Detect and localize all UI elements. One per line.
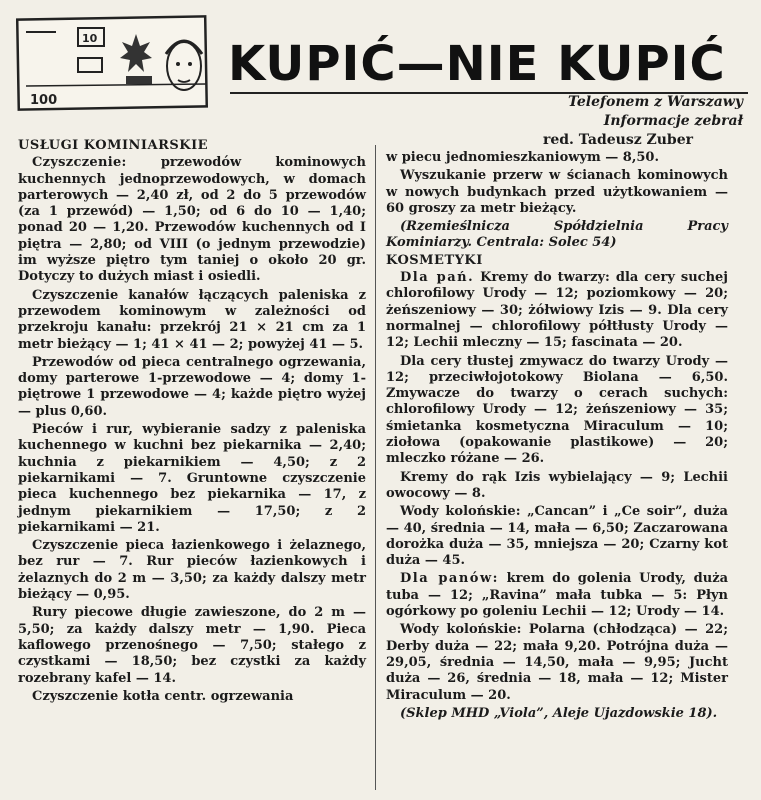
source-note: (Rzemieślnicza Spółdzielnia Pracy Kominiarzy. Centrala: Solec 54) xyxy=(386,219,728,251)
paragraph: Wyszukanie przerw w ścianach kominowych w nowych budynkach przed użytkowaniem — 60 groszy za metr bieżący. xyxy=(386,168,728,216)
right-column xyxy=(386,150,728,723)
paragraph: Czyszczenie kanałów łączących paleniska z przewodem kominowym w zależności od przekroju kanału: przekrój 21 × 21 cm za 1 metr bieżący — 1; 41 × 41 — 2; powyżej 41 — 5. xyxy=(18,287,366,352)
paragraph: Kremy do rąk Izis wybielający — 9; Lechii owocowy — 8. xyxy=(386,469,728,501)
column-divider xyxy=(375,145,376,790)
paragraph: Wody kolońskie: „Cancan” i „Ce soir”, duża — 40, średnia — 14, mała — 6,50; Zaczarowana dorożka duża — 35, mniejsza — 20; Czarny kot duża — 45. xyxy=(386,504,728,569)
paragraph-lead: Czyszczenie: xyxy=(32,155,127,171)
source-note: (Sklep MHD „Viola”, Aleje Ujazdowskie 18). xyxy=(400,705,718,721)
paragraph xyxy=(386,571,728,620)
paragraph: Przewodów od pieca centralnego ogrzewania, domy parterowe 1-przewodowe — 4; domy 1-piętrowe 1 przewodowe — 4; każde piętro wyżej — plus 0,60. xyxy=(18,354,366,419)
paragraph xyxy=(386,270,728,351)
page-title: KUPIĆ—NIE KUPIĆ xyxy=(228,36,726,92)
paragraph-lead: Dla panów: xyxy=(400,571,499,587)
paragraph: Wody kolońskie: Polarna (chłodząca) — 22; Derby duża — 22; mała 9,20. Potrójna duża — 29,05, średnia — 14,50, mała — 9,95; Jucht duża — 26, średnia — 18, mała — 12; Mister Miraculum — 20. xyxy=(386,622,728,703)
byline-editor: red. Tadeusz Zuber xyxy=(542,132,693,148)
paragraph: Dla cery tłustej zmywacz do twarzy Urody — 12; przeciwłojotokowy Biolana — 6,50. Zmywacze do twarzy o cerach suchych: chlorofilowy Urody — 12; żeńszeniowy — 35; śmietanka kosmetyczna Miraculum — 10; ziołowa (opakowanie plastikowe) — 20; mleczko różane — 26. xyxy=(386,353,728,467)
paragraph: Pieców i rur, wybieranie sadzy z paleniska kuchennego w kuchni bez piekarnika — 2,40; kuchnia z piekarnikiem — 4,50; z 2 piekarnikami — 7. Gruntowne czyszczenie pieca kuchennego bez piekarnika — 17, z jednym piekarnikiem — 17,50; z 2 piekarnikami — 21. xyxy=(18,422,366,535)
paragraph xyxy=(18,155,366,285)
paragraph-text: krem do golenia Urody, duża tuba — 12; „Ravina” mała tubka — 5: Płyn ogórkowy po goleniu Lechii — 12; Urody — 14. xyxy=(386,571,728,620)
paragraph-lead: Dla pań. xyxy=(400,270,475,286)
paragraph: Rury piecowe długie zawieszone, do 2 m — 5,50; za każdy dalszy metr — 1,90. Pieca kaflowego przenośnego — 7,50; stałego z czystkami — 18,50; bez czystki za każdy rozebrany kafel — 14. xyxy=(18,605,366,686)
stamp-value-label: 10 xyxy=(82,32,98,45)
paragraph: w piecu jednomieszkaniowym — 8,50. xyxy=(386,150,659,165)
byline-subtitle: Telefonem z Warszawy xyxy=(568,94,743,110)
section-heading-cosmetics: KOSMETYKI xyxy=(386,252,483,268)
paragraph-text: przewodów kominowych kuchennych jednoprzewodowych, w domach parterowych — 2,40 zł, od 2 do 5 przewodów (za 1 przewód) — 1,50; od 6 do 10 — 1,40; ponad 20 — 1,20. Przewodów kuchennych od I piętra — 2,80; od VIII (o jednym przewodzie) im wyższe piętro tym taniej o około 20 gr. Dotyczy to dużych miast i osiedli. xyxy=(18,155,366,285)
section-heading-chimney-services: USŁUGI KOMINIARSKIE xyxy=(18,138,209,153)
paragraph-text: Kremy do twarzy: dla cery suchej chlorofilowy Urody — 12; poziomkowy — 20; żeńszeniowy — 30; żółwiowy Izis — 9. Dla cery normalnej — chlorofilowy półtłusty Urody — 12; Lechii mleczny — 15; fascinata — 20. xyxy=(386,270,729,351)
byline xyxy=(423,93,743,150)
price-label: 100 xyxy=(30,93,58,108)
byline-credit: Informacje zebrał xyxy=(603,113,743,129)
paragraph: Czyszczenie pieca łazienkowego i żelaznego, bez rur — 7. Rur pieców łazienkowych i żelaznych do 2 m — 3,50; za każdy dalszy metr bieżący — 0,95. xyxy=(18,538,366,603)
shopping-logo-illustration xyxy=(16,14,212,114)
left-column xyxy=(18,138,366,707)
paragraph: Czyszczenie kotła centr. ogrzewania xyxy=(32,688,294,704)
